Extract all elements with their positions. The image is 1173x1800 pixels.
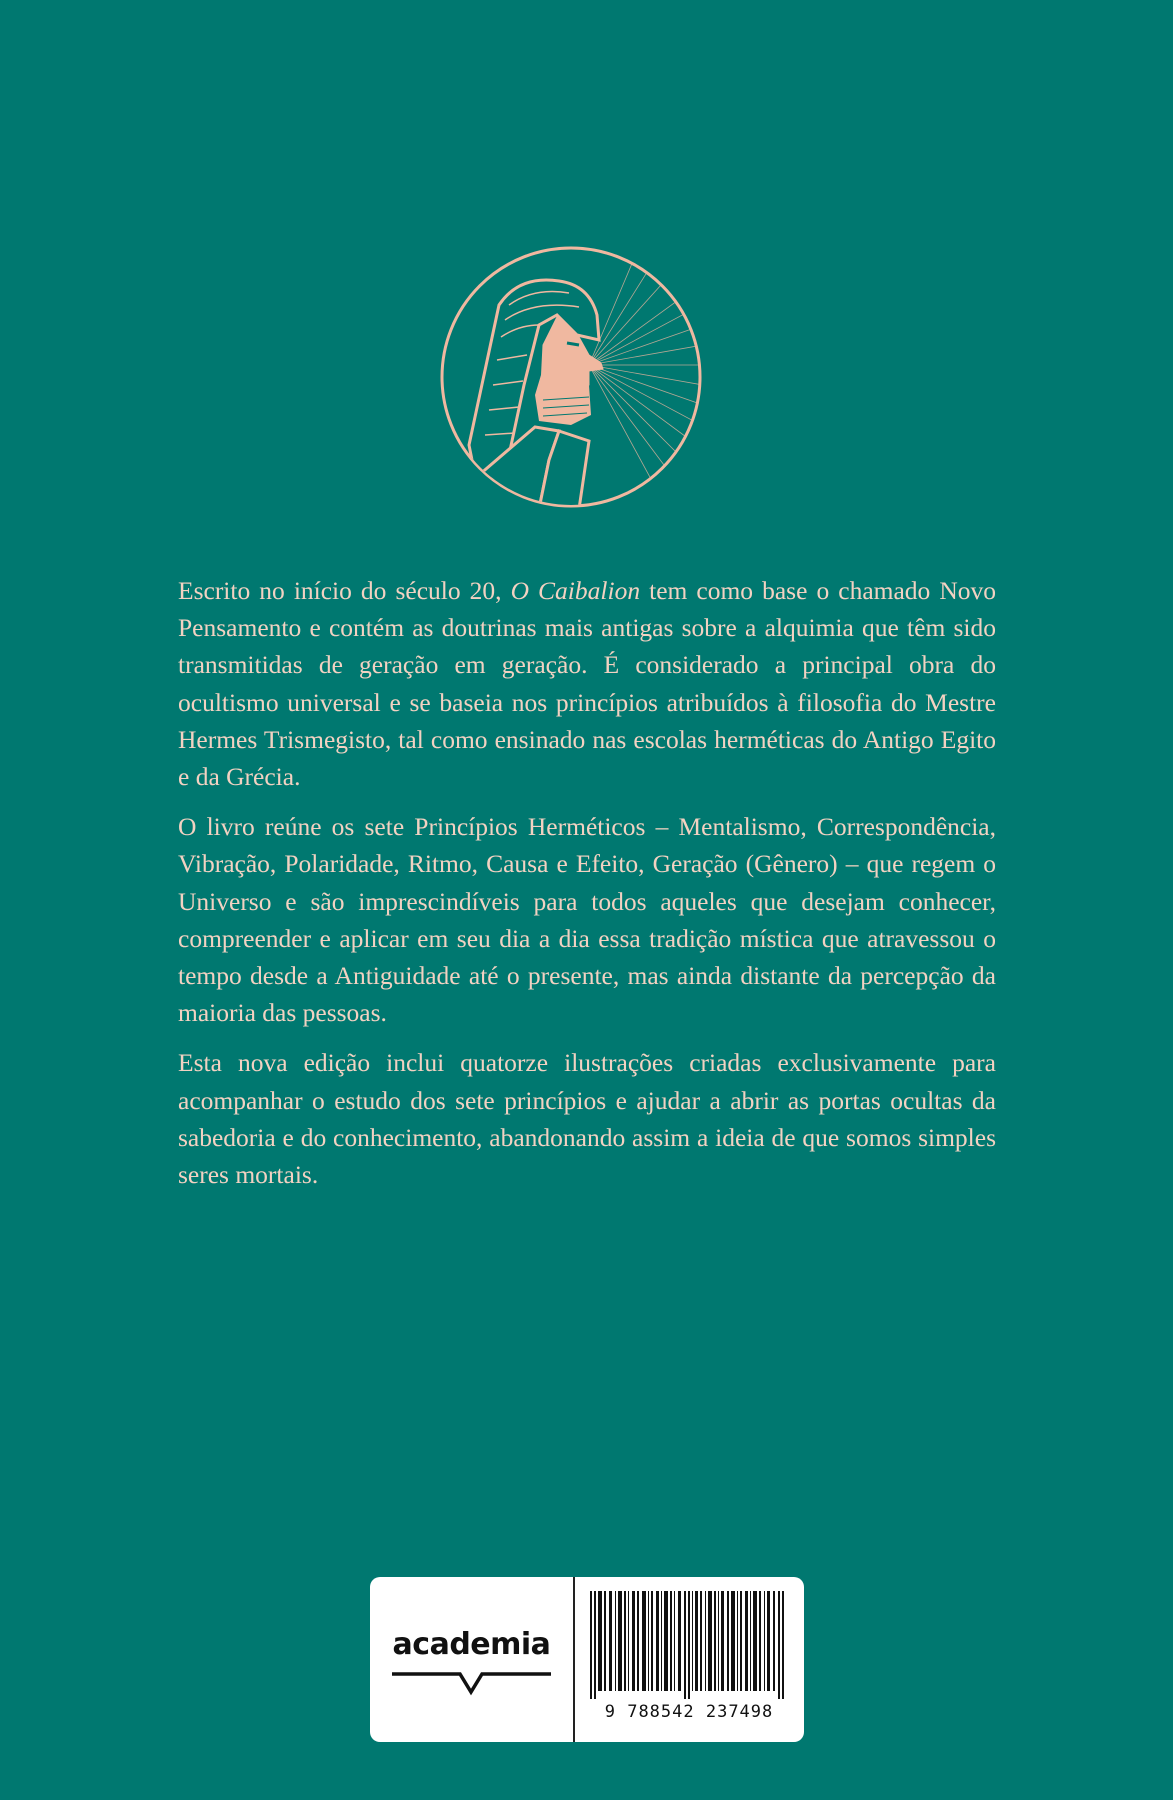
publisher-logo bbox=[370, 1577, 573, 1742]
book-title: O Caibalion bbox=[510, 576, 641, 605]
back-cover-blurb bbox=[178, 572, 996, 1206]
open-book-icon bbox=[390, 1670, 553, 1700]
label-divider bbox=[573, 1577, 575, 1742]
blurb-paragraph-2: O livro reúne os sete Princípios Herméticos – Mentalismo, Correspondência, Vibração, Polaridade, Ritmo, Causa e Efeito, Geração (Gênero) – que regem o Universo e são imprescindíveis para todos aqueles que desejam conhecer, compreender e aplicar em seu dia a dia essa tradição mística que atravessou o tempo desde a Antiguidade até o presente, mas ainda distante da percepção da maioria das pessoas. bbox=[178, 812, 996, 1028]
publisher-barcode-label bbox=[370, 1577, 804, 1742]
blurb-paragraph-1: Escrito no início do século 20, O Caibalion tem como base o chamado Novo Pensamento e contém as doutrinas mais antigas sobre a alquimia que têm sido transmitidas de geração em geração. É considerado a principal obra do ocultismo universal e se baseia nos princípios atribuídos à filosofia do Mestre Hermes Trismegisto, tal como ensinado nas escolas herméticas do Antigo Egito e da Grécia. bbox=[178, 576, 996, 792]
hermes-portrait-icon bbox=[469, 247, 703, 509]
blurb-paragraph-3: Esta nova edição inclui quatorze ilustrações criadas exclusivamente para acompanhar o estudo dos sete princípios e ajudar a abrir as portas ocultas da sabedoria e do conhecimento, abandonando assim a ideia de que somos simples seres mortais. bbox=[178, 1048, 996, 1190]
hermes-emblem bbox=[439, 245, 703, 509]
publisher-name: academia bbox=[392, 1627, 551, 1662]
isbn-number: 9 788542 237498 bbox=[604, 1702, 774, 1722]
barcode-icon bbox=[588, 1591, 790, 1699]
